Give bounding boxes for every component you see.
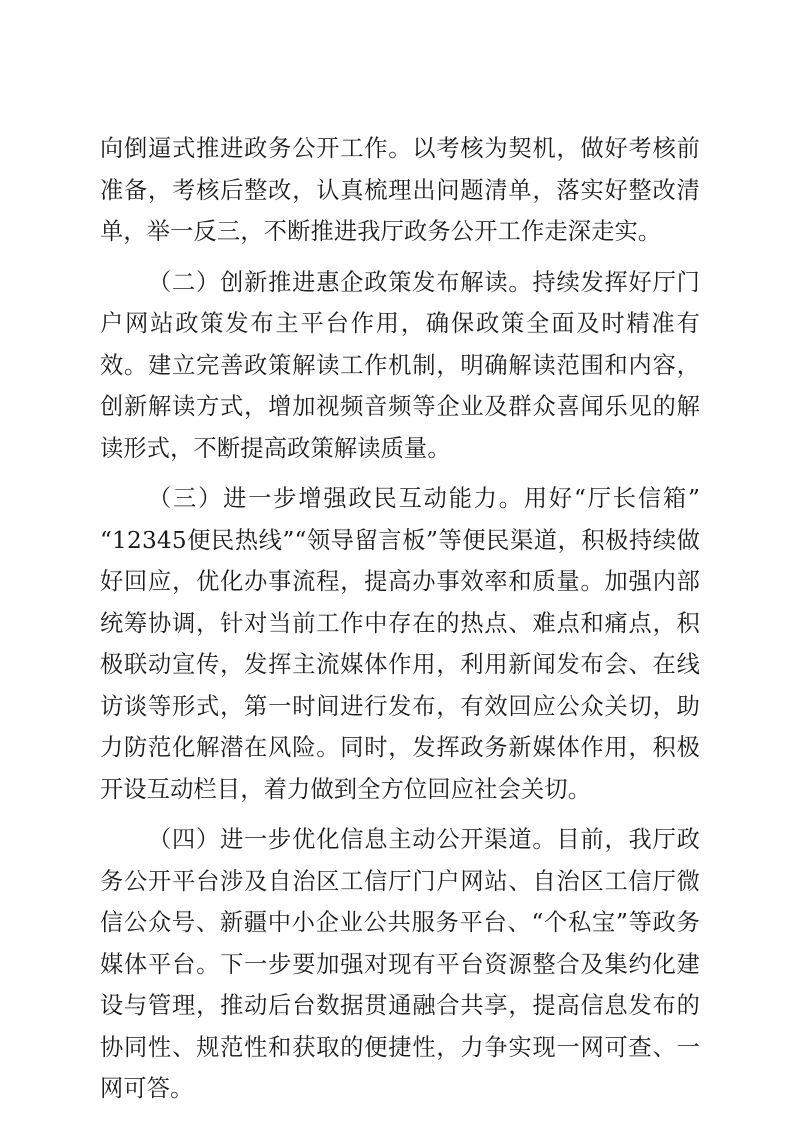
paragraph-section-four: （四）进一步优化信息主动公开渠道。目前，我厅政务公开平台涉及自治区工信厅门户网站、自治区工信厅微信公众号、新疆中小企业公共服务平台、“个私宝”等政务媒体平台。下一步要加强对现有平台资源整合及集约化建设与管理，推动后台数据贯通融合共享，提高信息发布的协同性、规范性和获取的便捷性，力争实现一网可查、一网可答。: [100, 826, 700, 1102]
paragraph-section-two: （二）创新推进惠企政策发布解读。持续发挥好厅门户网站政策发布主平台作用，确保政策全面及时精准有效。建立完善政策解读工作机制，明确解读范围和内容，创新解读方式，增加视频音频等企业及群众喜闻乐见的解读形式，不断提高政策解读质量。: [100, 268, 700, 462]
paragraph-continuation: 向倒逼式推进政务公开工作。以考核为契机，做好考核前准备，考核后整改，认真梳理出问题清单，落实好整改清单，举一反三，不断推进我厅政务公开工作走深走实。: [100, 135, 700, 245]
paragraph-section-three: （三）进一步增强政民互动能力。用好“厅长信箱”“12345便民热线”“领导留言板”等便民渠道，积极持续做好回应，优化办事流程，提高办事效率和质量。加强内部统筹协调，针对当前工作中存在的热点、难点和痛点，积极联动宣传，发挥主流媒体作用，利用新闻发布会、在线访谈等形式，第一时间进行发布，有效回应公众关切，助力防范化解潜在风险。同时，发挥政务新媒体作用，积极开设互动栏目，着力做到全方位回应社会关切。: [100, 485, 700, 803]
document-body: [100, 128, 700, 1110]
